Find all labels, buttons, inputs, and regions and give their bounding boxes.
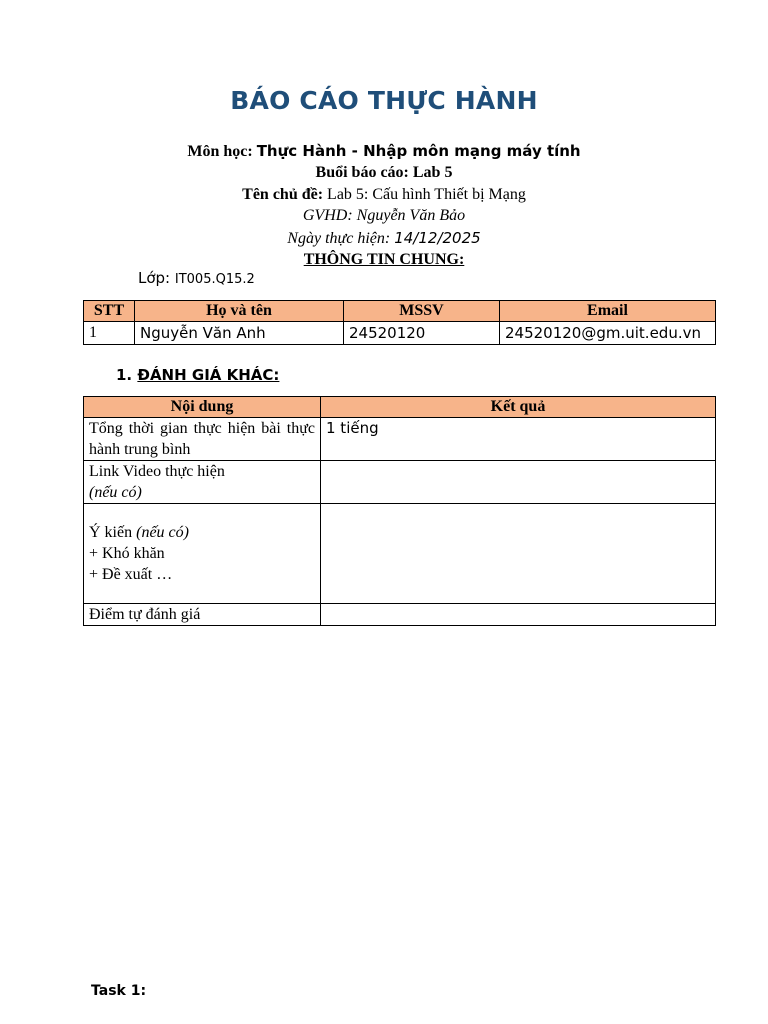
content-note: (nếu có): [136, 524, 189, 541]
topic-line: [0, 185, 768, 205]
column-header: Email: [500, 301, 716, 322]
section-heading: [116, 366, 279, 384]
stt-cell: 1: [84, 322, 135, 345]
document-title: BÁO CÁO THỰC HÀNH: [230, 86, 538, 115]
table-row: [84, 418, 716, 461]
column-header: MSSV: [344, 301, 500, 322]
content-line: + Đề xuất …: [89, 566, 173, 583]
evaluation-table: [83, 396, 716, 626]
section-title: ĐÁNH GIÁ KHÁC:: [137, 366, 280, 384]
date-line: [0, 228, 768, 249]
class-value: IT005.Q15.2: [174, 272, 255, 287]
advisor-value: Nguyễn Văn Bảo: [356, 207, 466, 224]
result-cell[interactable]: [321, 504, 716, 604]
result-cell[interactable]: [321, 461, 716, 504]
session-line: [0, 163, 768, 183]
subject-value: Thực Hành - Nhập môn mạng máy tính: [256, 142, 581, 160]
table-row: [84, 461, 716, 504]
content-cell: [84, 504, 321, 604]
column-header: Nội dung: [84, 397, 321, 418]
email-cell: 24520120@gm.uit.edu.vn: [500, 322, 716, 345]
subject-line: [0, 141, 768, 162]
content-main: Link Video thực hiện: [89, 463, 225, 480]
content-cell: Điểm tự đánh giá: [84, 604, 321, 626]
table-row: [84, 604, 716, 626]
name-cell: Nguyễn Văn Anh: [135, 322, 344, 345]
topic-label: Tên chủ đề:: [242, 186, 324, 203]
advisor-line: [0, 206, 768, 226]
table-header-row: [84, 397, 716, 418]
content-cell: Tổng thời gian thực hiện bài thực hành trung bình: [84, 418, 321, 461]
column-header: Kết quả: [321, 397, 716, 418]
task-heading: Task 1:: [91, 983, 147, 999]
content-line: [89, 522, 315, 543]
table-header-row: [84, 301, 716, 322]
date-value: 14/12/2025: [394, 229, 481, 247]
session-label: Buổi báo cáo:: [315, 164, 409, 181]
mssv-cell: 24520120: [344, 322, 500, 345]
class-line: [138, 269, 255, 287]
column-header: STT: [84, 301, 135, 322]
student-info-table: [83, 300, 716, 345]
subject-label: Môn học:: [187, 143, 253, 160]
table-row: [84, 504, 716, 604]
general-info-heading: THÔNG TIN CHUNG:: [303, 251, 465, 268]
table-row: [84, 322, 716, 345]
session-value: Lab 5: [412, 164, 453, 181]
result-cell[interactable]: 1 tiếng: [321, 418, 716, 461]
advisor-label: GVHD:: [302, 207, 353, 224]
content-line: + Khó khăn: [89, 545, 165, 562]
date-label: Ngày thực hiện:: [287, 230, 391, 247]
content-main: Ý kiến: [89, 524, 133, 541]
column-header: Họ và tên: [135, 301, 344, 322]
topic-value: Lab 5: Cấu hình Thiết bị Mạng: [327, 186, 526, 203]
class-label: Lớp:: [138, 269, 171, 287]
content-cell: [84, 461, 321, 504]
result-cell[interactable]: [321, 604, 716, 626]
content-note: (nếu có): [89, 484, 142, 501]
section-number: 1.: [116, 366, 133, 384]
